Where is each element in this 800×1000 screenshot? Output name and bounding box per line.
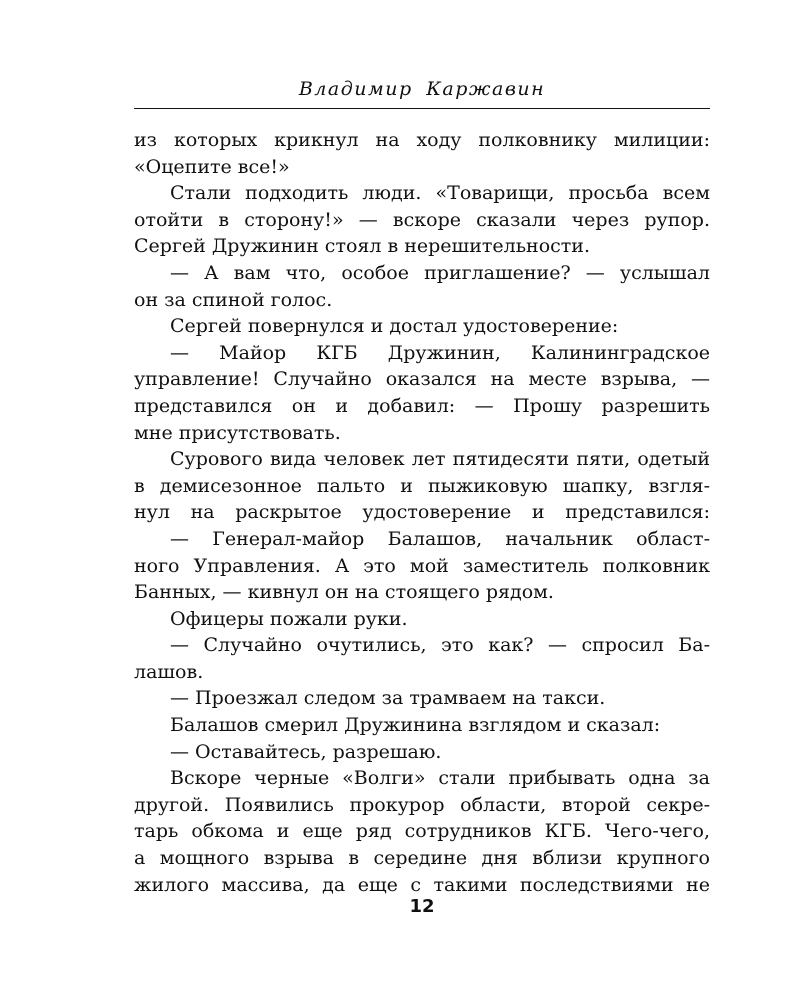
text-line: Вскоре черные «Волги» стали прибывать одна за xyxy=(170,767,710,790)
text-line: Офицеры пожали руки. xyxy=(170,607,408,630)
text-line: — Случайно очутились, это как? — спросил Ба- xyxy=(170,634,710,657)
text-line: тарь обкома и еще ряд сотрудников КГБ. Чего-чего, xyxy=(134,820,710,843)
header-divider xyxy=(134,108,710,109)
text-line: ного Управления. А это мой заместитель полковник xyxy=(134,554,710,577)
text-line: другой. Появились прокурор области, второй секре- xyxy=(134,793,710,816)
text-line: Сергей повернулся и достал удостоверение: xyxy=(170,315,619,338)
text-line: представился он и добавил: — Прошу разрешить xyxy=(134,394,710,417)
text-line: в демисезонное пальто и пыжиковую шапку, взгля- xyxy=(134,474,710,497)
text-line: мне присутствовать. xyxy=(134,421,341,444)
text-line: — Оставайтесь, разрешаю. xyxy=(170,740,442,763)
text-line: — Майор КГБ Дружинин, Калининградское xyxy=(170,341,710,364)
text-line: нул на раскрытое удостоверение и представился: xyxy=(134,501,710,524)
text-line: — А вам что, особое приглашение? — услышал xyxy=(170,261,710,284)
text-line: — Генерал-майор Балашов, начальник област- xyxy=(170,527,710,550)
text-line: Сергей Дружинин стоял в нерешительности. xyxy=(134,235,590,258)
text-line: — Проезжал следом за трамваем на такси. xyxy=(170,687,606,710)
text-line: отойти в сторону!» — вскоре сказали через рупор. xyxy=(134,208,710,231)
text-line: жилого массива, да еще с такими последствиями не xyxy=(134,873,710,896)
text-line: а мощного взрыва в середине дня вблизи крупного xyxy=(134,847,710,870)
text-line: управление! Случайно оказался на месте взрыва, — xyxy=(134,368,710,391)
text-line: Балашов смерил Дружинина взглядом и сказал: xyxy=(170,714,661,737)
text-line: Сурового вида человек лет пятидесяти пяти, одетый xyxy=(170,448,710,471)
body-text xyxy=(134,127,710,898)
text-line: лашов. xyxy=(134,660,204,683)
text-line: из которых крикнул на ходу полковнику милиции: xyxy=(134,129,710,151)
text-line: Стали подходить люди. «Товарищи, просьба всем xyxy=(170,182,710,205)
page-number: 12 xyxy=(409,896,435,917)
running-header: Владимир Каржавин xyxy=(298,78,546,100)
text-line: «Оцепите все!» xyxy=(134,155,290,178)
text-line: Банных, — кивнул он на стоящего рядом. xyxy=(134,581,554,604)
text-line: он за спиной голос. xyxy=(134,288,333,311)
